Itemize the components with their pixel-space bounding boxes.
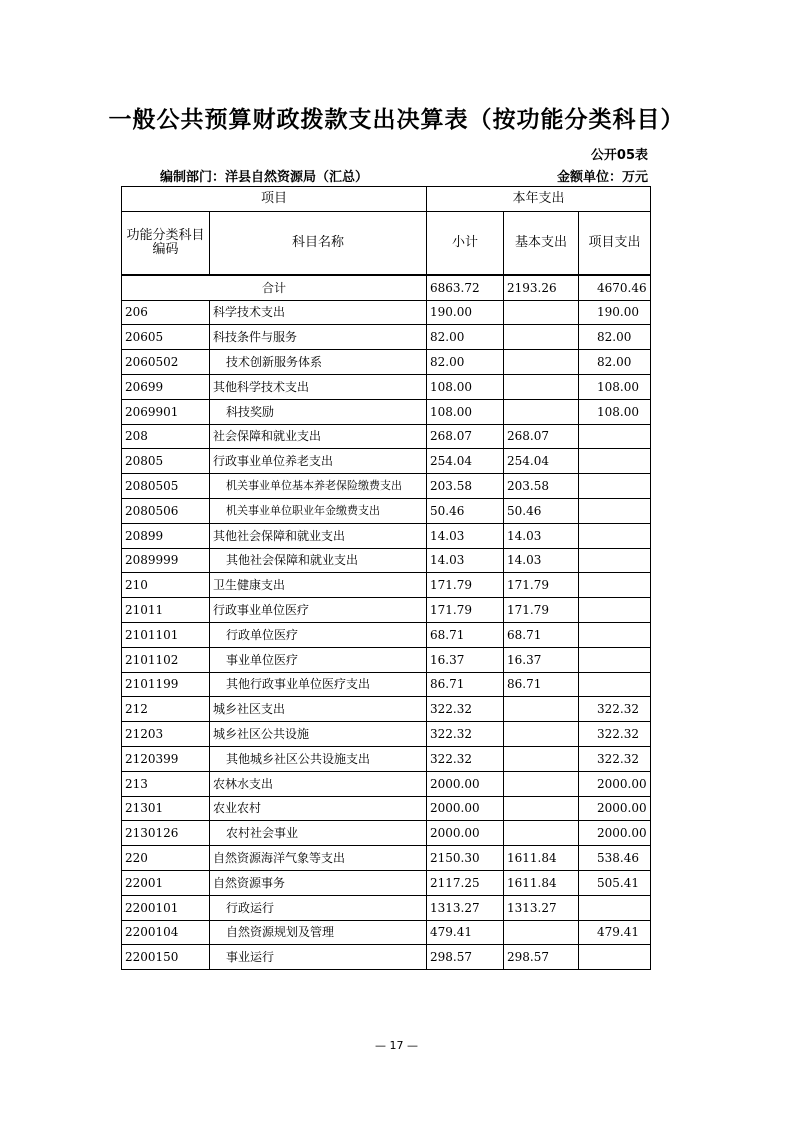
row-basic: 68.71 (504, 622, 579, 647)
row-name: 事业单位医疗 (210, 647, 427, 672)
row-project: 538.46 (579, 846, 651, 871)
total-row (122, 275, 651, 300)
table-row (122, 573, 651, 598)
total-project: 4670.46 (579, 275, 651, 300)
row-code: 212 (122, 697, 210, 722)
row-subtotal: 2150.30 (427, 846, 504, 871)
row-name: 其他行政事业单位医疗支出 (210, 672, 427, 697)
table-row (122, 449, 651, 474)
table-row (122, 771, 651, 796)
row-name: 行政事业单位养老支出 (210, 449, 427, 474)
row-basic: 171.79 (504, 573, 579, 598)
row-basic (504, 722, 579, 747)
row-subtotal: 479.41 (427, 920, 504, 945)
row-basic (504, 374, 579, 399)
row-name: 机关事业单位职业年金缴费支出 (210, 498, 427, 523)
table-row (122, 548, 651, 573)
row-project (579, 598, 651, 623)
row-subtotal: 171.79 (427, 573, 504, 598)
table-row (122, 647, 651, 672)
row-subtotal: 50.46 (427, 498, 504, 523)
table-row (122, 821, 651, 846)
row-basic: 50.46 (504, 498, 579, 523)
row-project: 108.00 (579, 399, 651, 424)
table-row (122, 920, 651, 945)
row-code: 22001 (122, 870, 210, 895)
row-basic: 254.04 (504, 449, 579, 474)
row-project: 479.41 (579, 920, 651, 945)
table-row (122, 523, 651, 548)
row-code: 20805 (122, 449, 210, 474)
table-row (122, 622, 651, 647)
row-subtotal: 322.32 (427, 722, 504, 747)
row-code: 2200104 (122, 920, 210, 945)
unit-label: 金额单位：万元 (556, 170, 648, 185)
row-code: 20605 (122, 325, 210, 350)
department-label: 编制部门：洋县自然资源局（汇总） (160, 170, 369, 185)
row-project (579, 523, 651, 548)
row-subtotal: 203.58 (427, 474, 504, 499)
total-subtotal: 6863.72 (427, 275, 504, 300)
row-basic: 171.79 (504, 598, 579, 623)
row-name: 行政单位医疗 (210, 622, 427, 647)
table-row (122, 672, 651, 697)
row-subtotal: 86.71 (427, 672, 504, 697)
row-subtotal: 322.32 (427, 746, 504, 771)
table-row (122, 746, 651, 771)
row-project (579, 573, 651, 598)
row-code: 213 (122, 771, 210, 796)
row-subtotal: 68.71 (427, 622, 504, 647)
row-project: 82.00 (579, 325, 651, 350)
row-project (579, 424, 651, 449)
row-project (579, 449, 651, 474)
table-row (122, 697, 651, 722)
row-subtotal: 268.07 (427, 424, 504, 449)
header-item: 项目 (122, 187, 427, 212)
row-name: 技术创新服务体系 (210, 350, 427, 375)
row-project (579, 647, 651, 672)
total-label: 合计 (122, 275, 427, 300)
row-subtotal: 322.32 (427, 697, 504, 722)
row-basic (504, 399, 579, 424)
row-basic (504, 350, 579, 375)
row-basic (504, 697, 579, 722)
row-code: 2101102 (122, 647, 210, 672)
page-title: 一般公共预算财政拨款支出决算表（按功能分类科目） (108, 107, 685, 133)
row-basic: 14.03 (504, 548, 579, 573)
row-basic: 1313.27 (504, 895, 579, 920)
header-name: 科目名称 (210, 211, 427, 275)
table-row (122, 325, 651, 350)
row-subtotal: 298.57 (427, 945, 504, 970)
table-row (122, 598, 651, 623)
row-code: 21301 (122, 796, 210, 821)
row-code: 20899 (122, 523, 210, 548)
table-row (122, 374, 651, 399)
row-basic: 1611.84 (504, 870, 579, 895)
row-basic: 203.58 (504, 474, 579, 499)
row-code: 20699 (122, 374, 210, 399)
row-name: 社会保障和就业支出 (210, 424, 427, 449)
row-code: 2080506 (122, 498, 210, 523)
row-name: 卫生健康支出 (210, 573, 427, 598)
table-row (122, 796, 651, 821)
row-project: 2000.00 (579, 821, 651, 846)
row-subtotal: 108.00 (427, 374, 504, 399)
header-basic: 基本支出 (504, 211, 579, 275)
row-basic: 1611.84 (504, 846, 579, 871)
row-project: 322.32 (579, 746, 651, 771)
row-subtotal: 2000.00 (427, 796, 504, 821)
header-project: 项目支出 (579, 211, 651, 275)
row-name: 其他社会保障和就业支出 (210, 548, 427, 573)
row-subtotal: 190.00 (427, 300, 504, 325)
total-basic: 2193.26 (504, 275, 579, 300)
row-project (579, 498, 651, 523)
table-row (122, 350, 651, 375)
row-project: 190.00 (579, 300, 651, 325)
row-subtotal: 14.03 (427, 548, 504, 573)
row-project: 2000.00 (579, 796, 651, 821)
table-row (122, 945, 651, 970)
row-project (579, 474, 651, 499)
form-number: 公开05表 (590, 148, 648, 163)
header-row-1 (122, 187, 651, 212)
row-name: 农村社会事业 (210, 821, 427, 846)
row-name: 农林水支出 (210, 771, 427, 796)
row-name: 自然资源规划及管理 (210, 920, 427, 945)
row-code: 2089999 (122, 548, 210, 573)
row-subtotal: 2000.00 (427, 771, 504, 796)
row-code: 21203 (122, 722, 210, 747)
row-basic (504, 746, 579, 771)
row-name: 城乡社区支出 (210, 697, 427, 722)
row-basic (504, 920, 579, 945)
row-name: 农业农村 (210, 796, 427, 821)
row-code: 2200150 (122, 945, 210, 970)
row-name: 科技条件与服务 (210, 325, 427, 350)
budget-table (121, 186, 651, 970)
row-project (579, 945, 651, 970)
row-project: 82.00 (579, 350, 651, 375)
row-code: 220 (122, 846, 210, 871)
row-name: 科技奖励 (210, 399, 427, 424)
row-project: 322.32 (579, 722, 651, 747)
row-name: 事业运行 (210, 945, 427, 970)
row-subtotal: 14.03 (427, 523, 504, 548)
row-code: 210 (122, 573, 210, 598)
row-basic: 86.71 (504, 672, 579, 697)
row-name: 其他科学技术支出 (210, 374, 427, 399)
row-name: 科学技术支出 (210, 300, 427, 325)
row-code: 2069901 (122, 399, 210, 424)
row-code: 2101101 (122, 622, 210, 647)
row-project (579, 672, 651, 697)
page-number: — 17 — (375, 1039, 418, 1052)
row-project (579, 622, 651, 647)
table-row (122, 300, 651, 325)
row-basic: 16.37 (504, 647, 579, 672)
row-project: 2000.00 (579, 771, 651, 796)
row-basic: 298.57 (504, 945, 579, 970)
header-code: 功能分类科目编码 (122, 211, 210, 275)
row-basic (504, 300, 579, 325)
table-row (122, 399, 651, 424)
row-name: 其他社会保障和就业支出 (210, 523, 427, 548)
row-subtotal: 82.00 (427, 325, 504, 350)
row-basic: 268.07 (504, 424, 579, 449)
row-project (579, 895, 651, 920)
row-code: 2130126 (122, 821, 210, 846)
table-row (122, 424, 651, 449)
row-subtotal: 2000.00 (427, 821, 504, 846)
table-row (122, 846, 651, 871)
table-row (122, 498, 651, 523)
table-row (122, 895, 651, 920)
row-code: 2060502 (122, 350, 210, 375)
row-name: 行政事业单位医疗 (210, 598, 427, 623)
row-code: 2200101 (122, 895, 210, 920)
row-basic (504, 821, 579, 846)
row-basic (504, 325, 579, 350)
row-subtotal: 254.04 (427, 449, 504, 474)
row-subtotal: 1313.27 (427, 895, 504, 920)
row-subtotal: 108.00 (427, 399, 504, 424)
row-code: 2120399 (122, 746, 210, 771)
row-name: 城乡社区公共设施 (210, 722, 427, 747)
row-subtotal: 82.00 (427, 350, 504, 375)
row-subtotal: 2117.25 (427, 870, 504, 895)
row-code: 21011 (122, 598, 210, 623)
table-row (122, 722, 651, 747)
header-current-year: 本年支出 (427, 187, 651, 212)
header-row-2 (122, 211, 651, 275)
row-subtotal: 171.79 (427, 598, 504, 623)
row-name: 自然资源事务 (210, 870, 427, 895)
table-row (122, 870, 651, 895)
row-code: 2080505 (122, 474, 210, 499)
header-subtotal: 小计 (427, 211, 504, 275)
row-project (579, 548, 651, 573)
row-project: 505.41 (579, 870, 651, 895)
row-basic: 14.03 (504, 523, 579, 548)
row-code: 2101199 (122, 672, 210, 697)
row-project: 108.00 (579, 374, 651, 399)
row-code: 206 (122, 300, 210, 325)
row-project: 322.32 (579, 697, 651, 722)
row-subtotal: 16.37 (427, 647, 504, 672)
table-row (122, 474, 651, 499)
row-basic (504, 771, 579, 796)
row-name: 自然资源海洋气象等支出 (210, 846, 427, 871)
row-name: 行政运行 (210, 895, 427, 920)
row-code: 208 (122, 424, 210, 449)
row-name: 其他城乡社区公共设施支出 (210, 746, 427, 771)
row-basic (504, 796, 579, 821)
row-name: 机关事业单位基本养老保险缴费支出 (210, 474, 427, 499)
